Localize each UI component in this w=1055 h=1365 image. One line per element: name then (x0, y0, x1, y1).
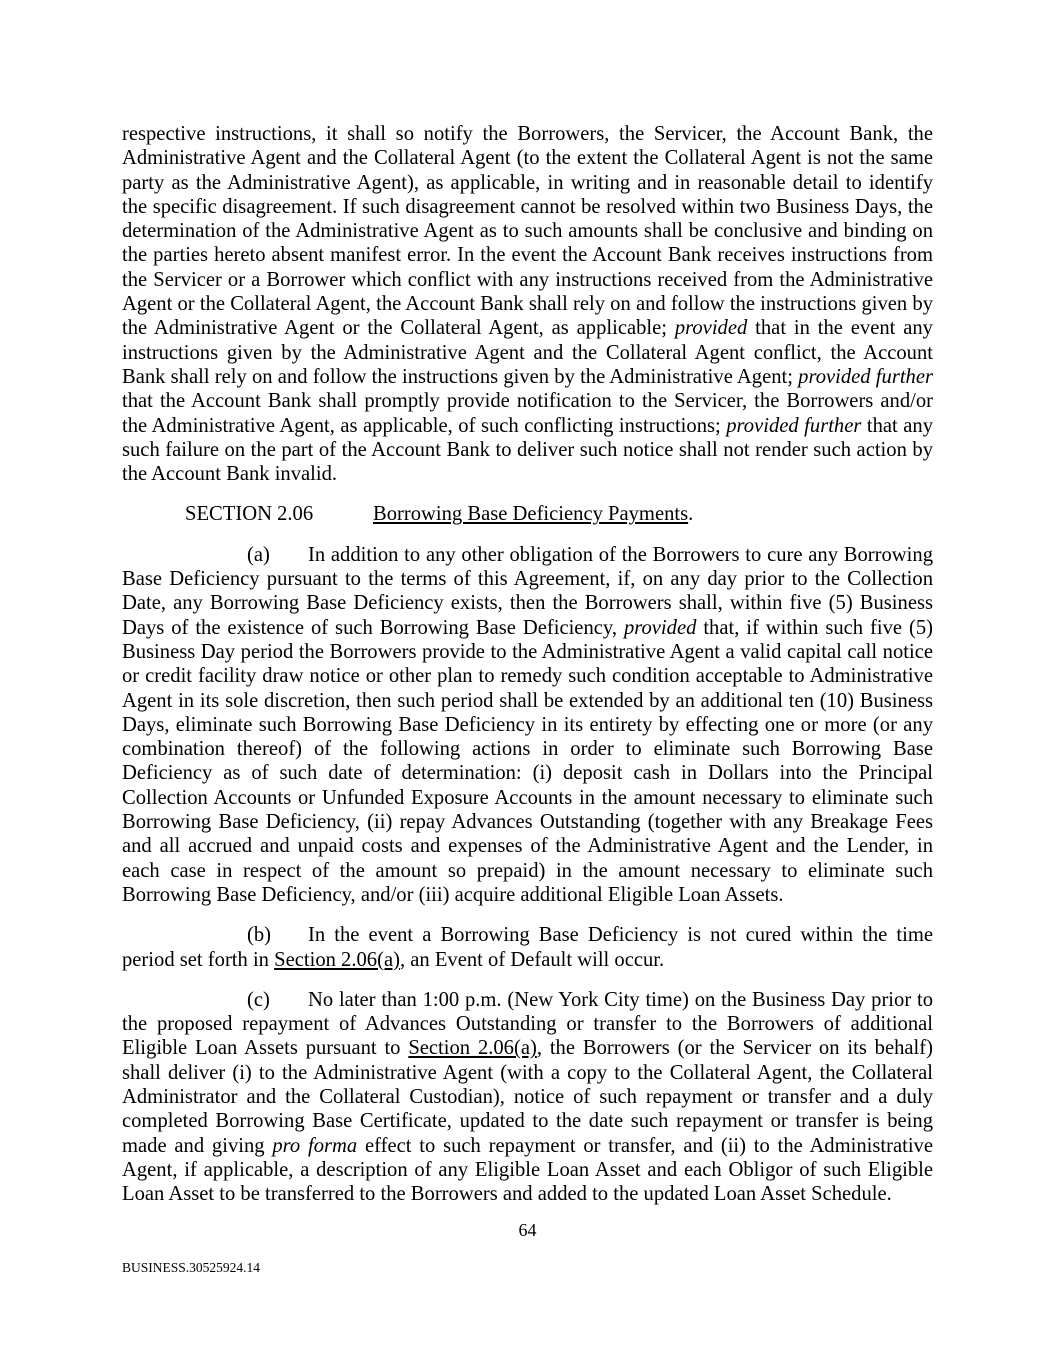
paragraph-a-label: (a) (247, 543, 270, 566)
section-number: SECTION 2.06 (185, 503, 314, 526)
document-body (122, 122, 933, 1206)
paragraph-a (122, 543, 933, 907)
paragraph-c-label: (c) (247, 988, 270, 1011)
section-title: Borrowing Base Deficiency Payments (373, 503, 689, 526)
paragraph-c-text: No later than 1:00 p.m. (New York City time) on the Business Day prior to the proposed repayment of Advances Outstanding or transfer to the Borrowers of additional Eligible Loan Assets pursuant to Section 2.06(a), the Borrowers (or the Servicer on its behalf) shall deliver (i) to the Administrative Agent (with a copy to the Collateral Agent, the Collateral Administrator and the Collateral Custodian), notice of such repayment or transfer and a duly completed Borrowing Base Certificate, updated to the date such repayment or transfer is being made and giving pro forma effect to such repayment or transfer, and (ii) to the Administrative Agent, if applicable, a description of any Eligible Loan Asset and each Obligor of such Eligible Loan Asset to be transferred to the Borrowers and added to the updated Loan Asset Schedule. (122, 988, 933, 1206)
paragraph-b (122, 923, 933, 972)
section-title-period: . (688, 503, 694, 526)
page-number: 64 (518, 1220, 537, 1240)
section-heading (122, 502, 933, 526)
document-id-footer: BUSINESS.30525924.14 (122, 1260, 261, 1275)
paragraph-b-text: In the event a Borrowing Base Deficiency is not cured within the time period set forth in Section 2.06(a), an Event of Default will occur. (122, 924, 933, 971)
paragraph-continuation: respective instructions, it shall so notify the Borrowers, the Servicer, the Account Bank, the Administrative Agent and the Collateral Agent (to the extent the Collateral Agent is not the same party as the Administrative Agent), as applicable, in writing and in reasonable detail to identify the specific disagreement. If such disagreement cannot be resolved within two Business Days, the determination of the Administrative Agent as to such amounts shall be conclusive and binding on the parties hereto absent manifest error. In the event the Account Bank receives instructions from the Servicer or a Borrower which conflict with any instructions received from the Administrative Agent or the Collateral Agent, the Account Bank shall rely on and follow the instructions given by the Administrative Agent or the Collateral Agent, as applicable; provided that in the event any instructions given by the Administrative Agent and the Collateral Agent conflict, the Account Bank shall rely on and follow the instructions given by the Administrative Agent; provided further that the Account Bank shall promptly provide notification to the Servicer, the Borrowers and/or the Administrative Agent, as applicable, of such conflicting instructions; provided further that any such failure on the part of the Account Bank to deliver such notice shall not render such action by the Account Bank invalid. (122, 123, 934, 486)
paragraph-c (122, 988, 933, 1207)
paragraph-b-label: (b) (247, 924, 272, 947)
paragraph-a-text: In addition to any other obligation of the Borrowers to cure any Borrowing Base Deficiency pursuant to the terms of this Agreement, if, on any day prior to the Collection Date, any Borrowing Base Deficiency exists, then the Borrowers shall, within five (5) Business Days of the existence of such Borrowing Base Deficiency, provided that, if within such five (5) Business Day period the Borrowers provide to the Administrative Agent a valid capital call notice or credit facility draw notice or other plan to remedy such condition acceptable to Administrative Agent in its sole discretion, then such period shall be extended by an additional ten (10) Business Days, eliminate such Borrowing Base Deficiency in its entirety by effecting one or more (or any combination thereof) of the following actions in order to eliminate such Borrowing Base Deficiency as of such date of determination: (i) deposit cash in Dollars into the Principal Collection Accounts or Unfunded Exposure Accounts in the amount necessary to eliminate such Borrowing Base Deficiency, (ii) repay Advances Outstanding (together with any Breakage Fees and all accrued and unpaid costs and expenses of the Administrative Agent and the Lender, in each case in respect of the amount so prepaid) in the amount necessary to eliminate such Borrowing Base Deficiency, and/or (iii) acquire additional Eligible Loan Assets. (122, 543, 933, 906)
